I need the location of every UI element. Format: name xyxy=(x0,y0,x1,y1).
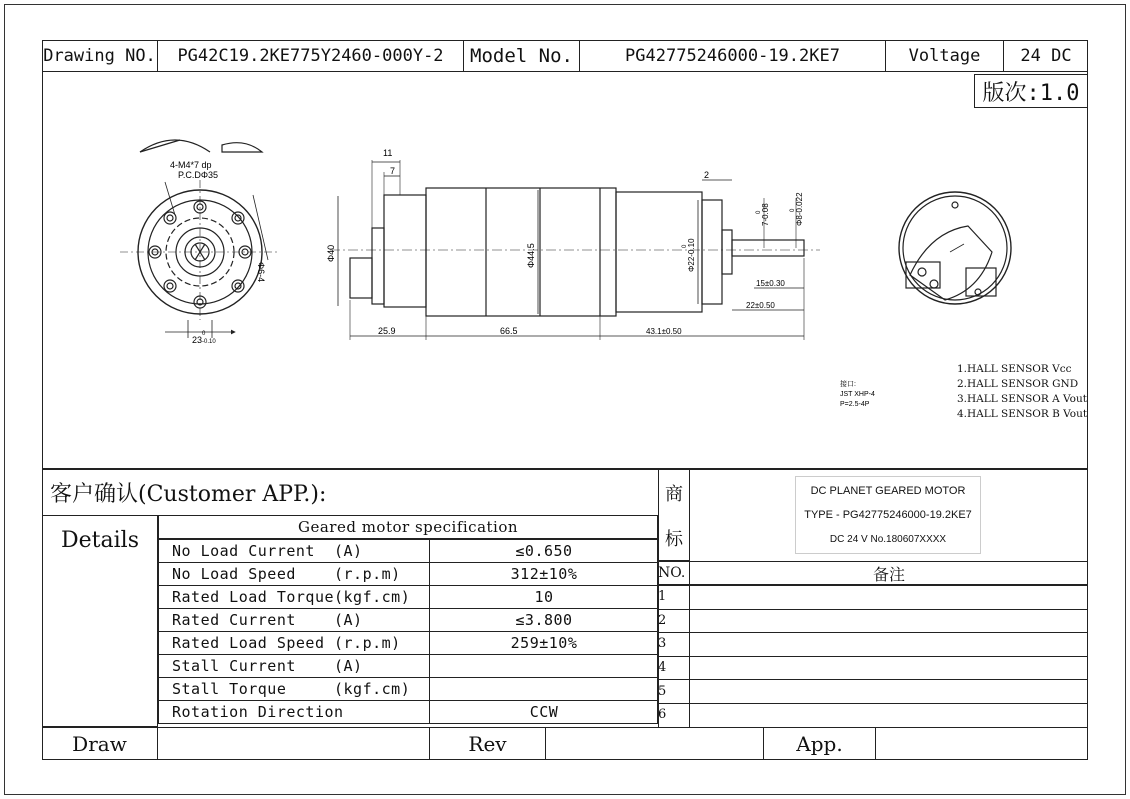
note-number: 3 xyxy=(658,632,690,656)
rev-value xyxy=(546,727,764,760)
legend-item: 1.HALL SENSOR Vcc xyxy=(957,363,1072,375)
spec-value: 312±10% xyxy=(510,564,578,583)
dim-43-1: 43.1±0.50 xyxy=(646,327,682,336)
dim-7: 7 xyxy=(390,166,396,176)
drawing-no-label: Drawing NO. xyxy=(42,40,158,72)
dim-8: Φ8-0.022 xyxy=(795,192,804,226)
note-row xyxy=(658,679,1088,704)
dim-44-5: Φ44.5 xyxy=(526,243,536,268)
spec-name: Rotation Direction xyxy=(172,702,344,721)
details-label: Details xyxy=(61,527,139,553)
brand-line-1: DC PLANET GEARED MOTOR xyxy=(810,485,966,497)
front-thread-label: 4-M4*7 dp xyxy=(170,160,212,170)
rev-label: Rev xyxy=(430,727,546,760)
dim-25-9: 25.9 xyxy=(378,326,396,336)
spec-unit: (kgf.cm) xyxy=(326,585,430,608)
spec-value: CCW xyxy=(529,702,559,721)
side-view xyxy=(330,160,820,340)
spec-value: 259±10% xyxy=(510,633,578,652)
hall-sensor-legend xyxy=(957,362,1087,422)
spec-value: 10 xyxy=(534,587,554,606)
drawing-no-value: PG42C19.2KE775Y2460-000Y-2 xyxy=(158,40,464,72)
dim-11: 11 xyxy=(383,148,393,158)
note-row xyxy=(658,609,1088,634)
connector-line-2: JST XHP-4 xyxy=(840,391,875,398)
legend-item: 3.HALL SENSOR A Vout xyxy=(957,393,1087,405)
note-row xyxy=(658,703,1088,728)
dim-7f-top: 0 xyxy=(756,210,762,214)
dim-22: 22±0.50 xyxy=(746,301,775,310)
spec-value: ≤0.650 xyxy=(515,541,573,560)
dim-22f: Φ22-0.10 xyxy=(687,238,696,272)
draw-value xyxy=(158,727,430,760)
model-no-value: PG42775246000-19.2KE7 xyxy=(580,40,886,72)
dim-22f-top: 0 xyxy=(682,244,688,248)
front-width-label: 23 xyxy=(192,335,203,345)
trademark-char-1: 商 xyxy=(665,484,683,505)
voltage-label: Voltage xyxy=(886,40,1004,72)
dim-2: 2 xyxy=(704,170,710,180)
customer-app-label: 客户确认(Customer APP.): xyxy=(50,481,327,507)
connector-line-3: P=2.5-4P xyxy=(840,401,870,408)
spec-unit: (r.p.m) xyxy=(326,562,430,585)
spec-name: Rated Current xyxy=(172,610,296,629)
spec-value xyxy=(430,677,658,700)
legend-item: 2.HALL SENSOR GND xyxy=(957,378,1079,390)
note-row xyxy=(658,632,1088,657)
spec-name: Rated Load Speed xyxy=(172,633,325,652)
dim-8-top: 0 xyxy=(790,208,796,212)
spec-unit: (r.p.m) xyxy=(326,631,430,654)
dim-66-5: 66.5 xyxy=(500,326,518,336)
front-width-tol-top: 0 xyxy=(202,331,206,337)
spec-unit: (A) xyxy=(326,654,430,677)
dim-40: Φ40 xyxy=(326,244,336,262)
note-row xyxy=(658,656,1088,681)
app-label: App. xyxy=(764,727,876,760)
voltage-value: 24 DC xyxy=(1020,46,1072,66)
model-no-label: Model No. xyxy=(464,40,580,72)
dim-7f: 7-0.08 xyxy=(761,203,770,226)
brand-line-3: DC 24 V No.180607XXXX xyxy=(829,533,947,545)
front-pcd-label: P.C.DΦ35 xyxy=(178,170,219,180)
spec-value: ≤3.800 xyxy=(515,610,573,629)
spec-value xyxy=(430,654,658,677)
spec-title: Geared motor specification xyxy=(297,518,519,536)
spec-unit: (A) xyxy=(326,539,430,562)
brand-line-2: TYPE - PG42775246000-19.2KE7 xyxy=(804,509,972,521)
dim-15: 15±0.30 xyxy=(756,279,785,288)
rear-view xyxy=(899,192,1011,304)
note-number: 5 xyxy=(658,679,690,703)
note-row xyxy=(658,585,1088,610)
front-dia-label: Φ6-4 xyxy=(256,262,266,283)
draw-label: Draw xyxy=(42,727,158,760)
spec-name: No Load Speed xyxy=(172,564,296,583)
front-width-tol-bot: -0.10 xyxy=(202,339,216,345)
spec-unit: (A) xyxy=(326,608,430,631)
note-number: 4 xyxy=(658,656,690,680)
notes-no-label: NO. xyxy=(658,561,690,585)
version-badge: 版次:1.0 xyxy=(974,74,1088,108)
notes-remark-label: 备注 xyxy=(872,564,905,584)
connector-line-1: 接口: xyxy=(840,381,856,388)
spec-unit xyxy=(326,700,430,723)
note-number: 1 xyxy=(658,585,690,609)
spec-unit: (kgf.cm) xyxy=(326,677,430,700)
spec-name: Rated Load Torque xyxy=(172,587,335,606)
note-number: 2 xyxy=(658,609,690,633)
spec-name: Stall Current xyxy=(172,656,296,675)
spec-name: Stall Torque xyxy=(172,679,287,698)
note-number: 6 xyxy=(658,703,690,727)
spec-name: No Load Current xyxy=(172,541,315,560)
trademark-char-2: 标 xyxy=(665,529,683,550)
app-value xyxy=(876,727,1088,760)
legend-item: 4.HALL SENSOR B Vout xyxy=(957,408,1088,420)
